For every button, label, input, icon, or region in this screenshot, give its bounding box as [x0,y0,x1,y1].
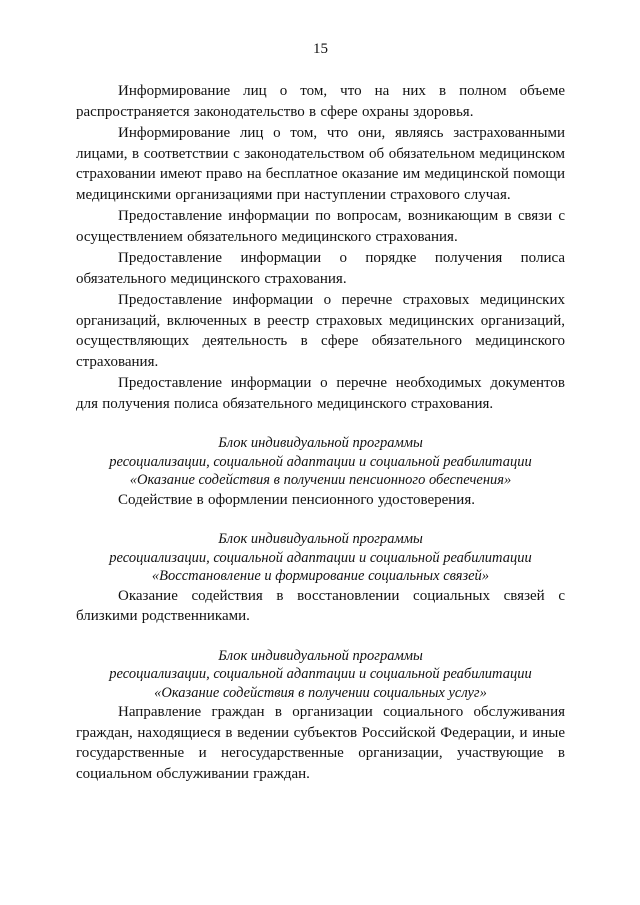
paragraph-info-policy-procedure: Предоставление информации о порядке получения полиса обязательного медицинского страхования. [76,250,565,287]
block-heading-title: «Оказание содействия в получении социальных услуг» [154,684,487,701]
paragraph-info-insurers-list: Предоставление информации о перечне страховых медицинских организаций, включенных в реестр страховых медицинских организаций, осуществляющих деятельность в сфере обязательного медицинского страхования. [76,292,565,370]
block-heading-line: Блок индивидуальной программы [218,435,423,451]
paragraph-info-documents-list: Предоставление информации о перечне необходимых документов для получения полиса обязательного медицинского страхования. [76,375,565,412]
paragraph-restore-family-ties: Оказание содействия в восстановлении социальных связей с близкими родственниками. [76,587,565,624]
paragraph-informing-insured-rights: Информирование лиц о том, что они, являясь застрахованными лицами, в соответствии с законодательством об обязательном медицинском страховании имеют право на бесплатное оказание им медицинской помощи медицинскими организациями при наступлении страхового случая. [76,125,565,203]
block-heading-pension [76,434,565,490]
block-heading-title: «Восстановление и формирование социальных связей» [151,568,490,584]
block-heading-social-ties [76,530,565,586]
block-heading-social-services [76,647,565,703]
block-heading-line: Блок индивидуальной программы [218,531,423,547]
block-heading-line: ресоциализации, социальной адаптации и социальной реабилитации [109,453,532,470]
paragraph-referral-social-services: Направление граждан в организации социального обслуживания граждан, находящиеся в ведении субъектов Российской Федерации, и иные государственные и негосударственные организации, участвующие в социальном обслуживании граждан. [76,704,565,782]
block-heading-line: ресоциализации, социальной адаптации и социальной реабилитации [109,549,532,566]
block-heading-line: Блок индивидуальной программы [218,647,423,664]
page-number: 15 [313,41,328,57]
paragraph-informing-legislation: Информирование лиц о том, что на них в полном объеме распространяется законодательство в сфере охраны здоровья. [76,83,565,120]
block-heading-line: ресоциализации, социальной адаптации и социальной реабилитации [109,666,532,682]
paragraph-info-omi-questions: Предоставление информации по вопросам, возникающим в связи с осуществлением обязательного медицинского страхования. [76,208,565,245]
block-heading-title: «Оказание содействия в получении пенсионного обеспечения» [129,472,512,488]
document-body [76,81,565,784]
paragraph-pension-certificate: Содействие в оформлении пенсионного удостоверения. [118,491,475,508]
